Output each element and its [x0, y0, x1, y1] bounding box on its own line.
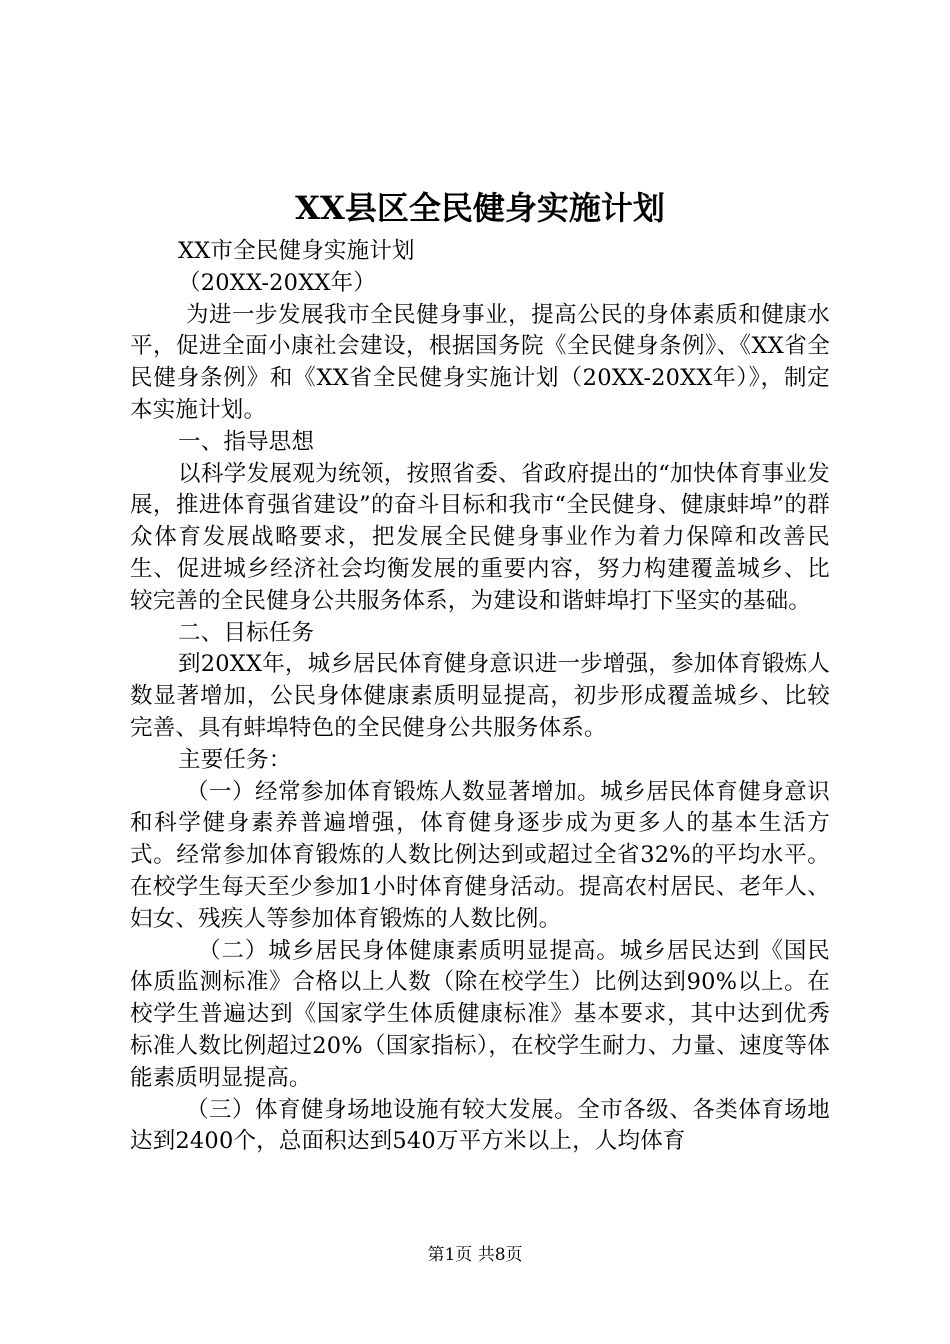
main-tasks-heading: 主要任务：	[178, 746, 292, 773]
task-item-2: （二）城乡居民身体健康素质明显提高。城乡居民达到《国民体质监测标准》合格以上人数（除在校学生）比例达到90%以上。在校学生普遍达到《国家学生体质健康标准》基本要求，其中达到优秀标准人数比例超过20%（国家指标），在校学生耐力、力量、速度等体能素质明显提高。	[130, 937, 830, 1091]
document-title: XX县区全民健身实施计划	[295, 189, 665, 227]
section-heading-goals: 二、目标任务	[178, 619, 315, 646]
task-item-3: （三）体育健身场地设施有较大发展。全市各级、各类体育场地达到2400个，总面积达到540万平方米以上，人均体育	[130, 1096, 830, 1155]
plan-period: （20XX-20XX年）	[178, 269, 377, 296]
guiding-ideology-paragraph: 以科学发展观为统领，按照省委、省政府提出的“加快体育事业发展，推进体育强省建设”的奋斗目标和我市“全民健身、健康蚌埠”的群众体育发展战略要求，把发展全民健身事业作为着力保障和改善民生、促进城乡经济社会均衡发展的重要内容，努力构建覆盖城乡、比较完善的全民健身公共服务体系，为建设和谐蚌埠打下坚实的基础。	[130, 460, 830, 614]
plan-name: XX市全民健身实施计划	[178, 238, 415, 264]
section-heading-guiding-ideology: 一、指导思想	[178, 428, 315, 455]
page-number: 第1页 共8页	[427, 1245, 523, 1265]
document-body	[130, 236, 830, 1158]
goals-paragraph: 到20XX年，城乡居民体育健身意识进一步增强，参加体育锻炼人数显著增加，公民身体健康素质明显提高，初步形成覆盖城乡、比较完善、具有蚌埠特色的全民健身公共服务体系。	[130, 651, 830, 741]
task-item-1: （一）经常参加体育锻炼人数显著增加。城乡居民体育健身意识和科学健身素养普遍增强，体育健身逐步成为更多人的基本生活方式。经常参加体育锻炼的人数比例达到或超过全省32%的平均水平。在校学生每天至少参加1小时体育健身活动。提高农村居民、老年人、妇女、残疾人等参加体育锻炼的人数比例。	[130, 778, 830, 932]
intro-paragraph: 为进一步发展我市全民健身事业，提高公民的身体素质和健康水平，促进全面小康社会建设，根据国务院《全民健身条例》、《XX省全民健身条例》和《XX省全民健身实施计划（20XX-20XX年）》，制定本实施计划。	[130, 301, 830, 423]
